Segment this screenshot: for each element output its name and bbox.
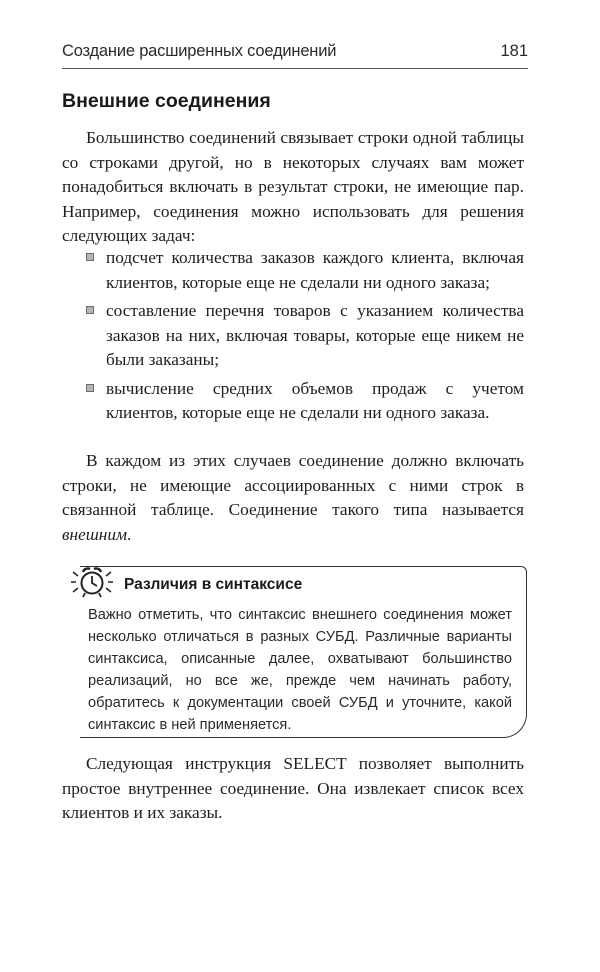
list-item-text: подсчет количества заказов каждого клиента, включая клиентов, которые еще не сделали ни одного заказа; bbox=[106, 248, 524, 292]
list-item bbox=[84, 377, 524, 426]
note-title: Различия в синтаксисе bbox=[124, 576, 303, 593]
page-number: 181 bbox=[500, 42, 528, 60]
list-item bbox=[84, 299, 524, 373]
middle-paragraph bbox=[62, 449, 524, 547]
chapter-title: Создание расширенных соединений bbox=[62, 42, 337, 60]
bullet-list bbox=[84, 246, 524, 430]
square-bullet-icon bbox=[86, 306, 94, 314]
intro-paragraph: Большинство соединений связывает строки одной таблицы со строками другой, но в некоторых случаях вам может понадобиться включать в результат строки, не имеющие пар. Например, соединения можно использовать для решения следующих задач: bbox=[62, 128, 524, 245]
final-paragraph: Следующая инструкция SELECT позволяет выполнить простое внутреннее соединение. Она извлекает список всех клиентов и их заказы. bbox=[62, 754, 524, 822]
square-bullet-icon bbox=[86, 253, 94, 261]
running-header bbox=[62, 40, 528, 69]
section-heading: Внешние соединения bbox=[62, 90, 271, 112]
emphasized-term: внешним bbox=[62, 524, 128, 544]
alarm-clock-icon bbox=[70, 562, 114, 600]
list-item-text: вычисление средних объемов продаж с учетом клиентов, которые еще не сделали ни одного заказа. bbox=[106, 378, 524, 422]
middle-paragraph-end: . bbox=[127, 524, 132, 544]
square-bullet-icon bbox=[86, 384, 94, 392]
list-item bbox=[84, 246, 524, 295]
note-text: Важно отметить, что синтаксис внешнего соединения может несколько отличаться в разных СУБД. Различные варианты синтаксиса, описанные далее, охватывают большинство реализаций, но все же, прежде чем начинать работу, обратитесь к документации своей СУБД и уточните, какой синтаксис в ней применяется. bbox=[88, 607, 512, 733]
list-item-text: составление перечня товаров с указанием количества заказов на них, включая товары, которые еще никем не были заказаны; bbox=[106, 301, 524, 369]
middle-paragraph-text: В каждом из этих случаев соединение должно включать строки, не имеющие ассоциированных с ними строк в связанной таблице. Соединение такого типа называется bbox=[62, 451, 524, 519]
